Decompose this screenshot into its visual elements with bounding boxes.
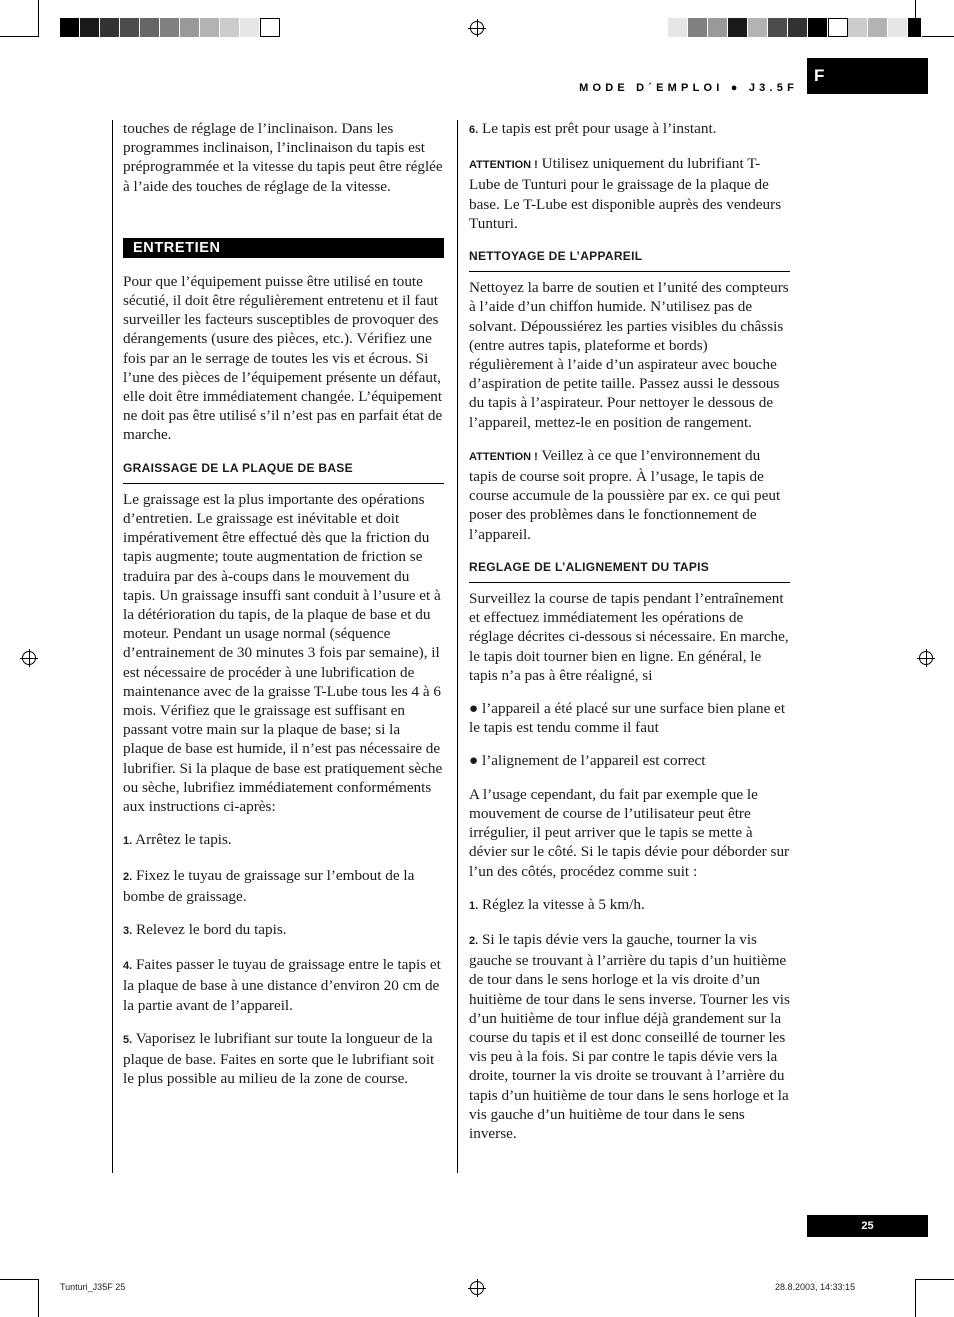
step-text: Le tapis est prêt pour usage à l’instant. (481, 120, 717, 137)
crop-mark (38, 0, 39, 37)
maintenance-paragraph: Pour que l’équipement puisse être utilisé en toute sécutié, il doit être régulièrement entretenu et il faut surveiller les facteurs susceptibles de provoquer des dérangements (usure des pièces, etc.). Vérifiez une fois par an le serrage de toutes les vis et écrous. Si l’une des pièces de l’équipement présente un défaut, elle doit être immédiatement changée. L’équipement ne doit pas être utilisé s’il n’est pas en parfait état de marche. (123, 272, 443, 444)
step-item (123, 830, 444, 851)
step-number: 1. (123, 835, 133, 848)
step-number: 6. (469, 124, 479, 136)
column-rule-middle (457, 120, 458, 1173)
calibration-strip-right (668, 18, 922, 37)
step-text: Si le tapis dévie vers la gauche, tourner la vis gauche se trouvant à l’arrière du tapis d’un huitième de tour dans le sens horloge et la vis droite d’un huitième de tour dans le sens inverse. Tourner les vis d’un huitième de tour influe déjà grandement sur la course du tapis et il est donc conseillé de tourner les vis peu à la fois. Si par contre le tapis dévie vers la droite, tourner la vis droite se trouvant à l’arrière du tapis d’un huitième de tour dans le sens horloge et la vis gauche d’un huitième de tour dans le sens inverse. (469, 930, 790, 1142)
step-number: 2. (123, 870, 133, 883)
step-text: Relevez le bord du tapis. (135, 920, 287, 938)
registration-mark-icon (22, 651, 36, 665)
registration-mark-icon (470, 1281, 484, 1295)
attention-note (469, 154, 790, 233)
crop-mark (0, 36, 38, 37)
step-number: 3. (123, 924, 133, 937)
step-text: Arrêtez le tapis. (135, 831, 232, 849)
section-heading-entretien: ENTRETIEN (123, 238, 444, 258)
right-column (469, 119, 790, 1157)
step-number: 4. (123, 960, 133, 973)
page-number: 25 (807, 1215, 928, 1237)
step-item (123, 955, 444, 1015)
step-number: 5. (123, 1033, 133, 1046)
attention-note (469, 446, 790, 544)
step-text: Réglez la vitesse à 5 km/h. (481, 895, 645, 913)
registration-mark-icon (470, 21, 484, 35)
language-tab-label: F (814, 66, 825, 85)
bullet-item: ● l’alignement de l’appareil est correct (469, 752, 706, 770)
running-title: MODE D´EMPLOI ● J3.5F (579, 82, 798, 94)
crop-mark (0, 1279, 38, 1280)
crop-mark (915, 1279, 916, 1317)
subheading-nettoyage: NETTOYAGE DE L’APPAREIL (469, 247, 790, 272)
bullet-item: ● l’appareil a été placé sur une surface bien plane et le tapis est tendu comme il faut (469, 700, 786, 737)
subheading-alignement: REGLAGE DE L’ALIGNEMENT DU TAPIS (469, 558, 790, 583)
step-text: Vaporisez le lubrifiant sur toute la longueur de la plaque de base. Faites en sorte que le lubrifiant soit le plus possible au milieu de la zone de course. (123, 1029, 435, 1088)
column-rule-left (112, 120, 113, 1173)
alignment-paragraph: Surveillez la course de tapis pendant l’entraînement et effectuez immédiatement les opérations de réglage décrites ci-dessous si nécessaire. En marche, le tapis doit tourner bien en ligne. En général, le tapis n’a pas à être réaligné, si (469, 590, 789, 684)
left-column (123, 119, 444, 1102)
lubrication-paragraph: Le graissage est la plus importante des opérations d’entretien. Le graissage est inévitable et doit impérativement être effectué dès que la friction du tapis augmente; toute augmentation de friction se traduira par des à-coups dans le mouvement du tapis. Un graissage insuffi sant conduit à l’usure et à la détérioration du tapis, de la plaque de base et du moteur. Pendant un usage normal (séquence d’entrainement de 30 minutes 3 fois par semaine), il est nécessaire de procéder à une lubrification de maintenance avec de la graisse T-Lube tous les 4 à 6 mois. Vérifiez que le graissage est suffisant en passant votre main sur la plaque de base; si la plaque de base est humide, il n’est pas nécessaire de lubrifier. Si la plaque de base est pratiquement sèche ou sèche, lubrifiez immédiatement conforméments aux instructions ci-après: (123, 490, 443, 816)
crop-mark (38, 1279, 39, 1317)
footer-timestamp: 28.8.2003, 14:33:15 (775, 1282, 856, 1292)
attention-text: Utilisez uniquement du lubrifiant T-Lube de Tunturi pour le graissage de la plaque de base. Le T-Lube est disponible auprès des vendeurs Tunturi. (469, 155, 782, 232)
step-number: 1. (469, 899, 479, 912)
usage-paragraph: A l’usage cependant, du fait par exemple que le mouvement de course de l’utilisateur peut être irrégulier, il peut arriver que le tapis se mette à dévier sur le côté. Si le tapis dévie pour déborder sur l’un des côtés, procédez comme suit : (469, 785, 790, 880)
step-number: 2. (469, 934, 479, 947)
step-item (123, 866, 444, 906)
step-text: Faites passer le tuyau de graissage entre le tapis et la plaque de base à une distance d’environ 20 cm de la partie avant de l’appareil. (123, 956, 441, 1014)
step-text: Fixez le tuyau de graissage sur l’embout de la bombe de graissage. (123, 866, 415, 905)
attention-label: ATTENTION ! (469, 450, 538, 463)
intro-paragraph: touches de réglage de l’inclinaison. Dans les programmes inclinaison, l’inclinaison du tapis est préprogrammée et la vitesse du tapis peut être réglée à l’aide des touches de réglage de la vitesse. (123, 120, 443, 195)
attention-text: Veillez à ce que l’environnement du tapis de course soit propre. À l’usage, le tapis de course accumule de la poussière par ex. ce qui peut poser des problèmes dans le fonctionnement de l’appareil. (469, 446, 781, 543)
step-item (123, 1029, 444, 1089)
attention-label: ATTENTION ! (469, 159, 538, 172)
cleaning-paragraph: Nettoyez la barre de soutien et l’unité des compteurs à l’aide d’un chiffon humide. N’utilisez pas de solvant. Dépoussiérez les parties visibles du châssis (entre autres tapis, plateforme et bords) régulièrement à l’aide d’un aspirateur avec bouche d’aspiration de petite taille. Passez aussi le dessous du tapis à l’aspirateur. Pour nettoyer le dessous de l’appareil, mettez-le en position de rangement. (469, 279, 789, 431)
step-item (123, 920, 444, 941)
step-item (469, 895, 790, 916)
subheading-graissage: GRAISSAGE DE LA PLAQUE DE BASE (123, 459, 444, 484)
step-item (469, 930, 790, 1143)
language-tab (807, 58, 928, 94)
registration-mark-icon (919, 651, 933, 665)
step-item (469, 119, 790, 140)
footer-file: Tunturi_J35F 25 (60, 1282, 126, 1292)
calibration-strip-left (60, 18, 280, 37)
crop-mark (916, 1279, 954, 1280)
